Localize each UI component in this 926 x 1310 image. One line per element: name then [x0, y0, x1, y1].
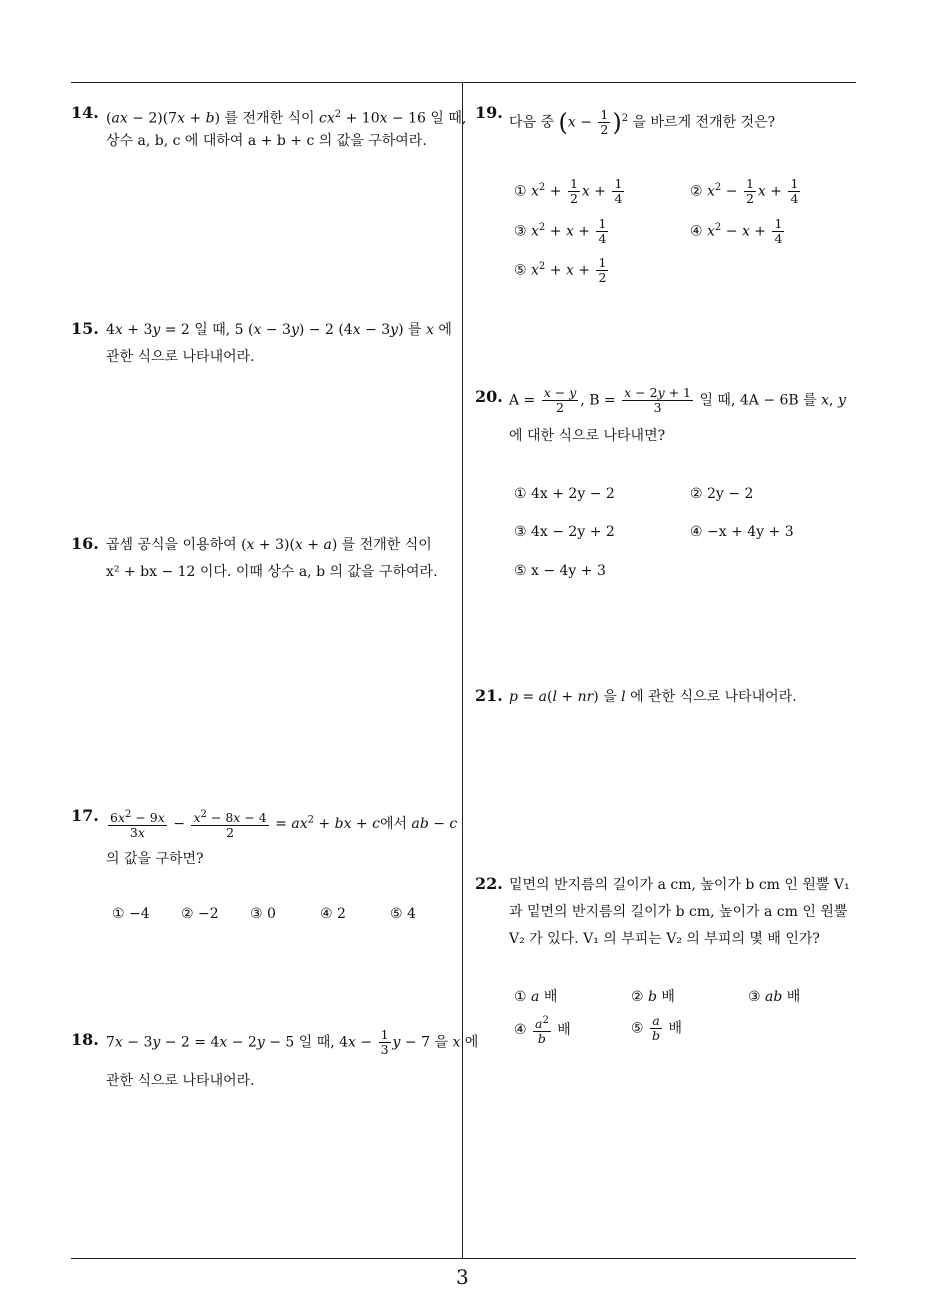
q15-number: 15.	[71, 319, 99, 338]
q19-option-2[interactable]: ② $x^2$ − $\frac{1}{2}$ x + $\frac{1}{4}$	[690, 176, 799, 206]
q20-option-4[interactable]: ④ −x + 4y + 3	[690, 524, 794, 540]
q17-line1: $\frac{6x^2 - 9x}{3x}$ − $\frac{x^2 - 8x - 4}{2}$ = $ax^2$ + bx + c에서 ab − c	[110, 809, 458, 841]
q22-option-2[interactable]: ② b 배	[631, 989, 675, 1005]
q17-option-4[interactable]: ④ 2	[320, 906, 346, 922]
q14-line1: (ax − 2)(7x + b) 를 전개한 식이 $cx^2 + 10x - 16$ 일 때,	[106, 109, 467, 127]
q17-number: 17.	[71, 806, 99, 825]
page-number: 3	[456, 1265, 469, 1289]
q14-line2: 상수 a, b, c 에 대하여 a + b + c 의 값을 구하여라.	[106, 133, 427, 149]
q16-number: 16.	[71, 534, 99, 553]
column-divider	[462, 82, 463, 1259]
q20-option-3[interactable]: ③ 4x − 2y + 2	[514, 524, 615, 540]
q14-number: 14.	[71, 103, 99, 122]
q15-line1: 4x + 3y = 2 일 때, 5 (x − 3y) − 2 (4x − 3y) 를 x 에	[106, 322, 452, 338]
bottom-rule	[71, 1258, 856, 1259]
q21-line1: p = a(l + nr) 을 l 에 관한 식으로 나타내어라.	[509, 689, 797, 705]
q18-line2: 관한 식으로 나타내어라.	[106, 1073, 255, 1089]
q16-line2: x² + bx − 12 이다. 이때 상수 a, b 의 값을 구하여라.	[106, 564, 438, 580]
q22-number: 22.	[475, 874, 503, 893]
q20-line2: 에 대한 식으로 나타내면?	[509, 428, 666, 444]
q22-option-3[interactable]: ③ ab 배	[748, 989, 801, 1005]
q17-line2: 의 값을 구하면?	[106, 851, 204, 867]
q20-option-1[interactable]: ① 4x + 2y − 2	[514, 486, 615, 502]
q18-number: 18.	[71, 1030, 99, 1049]
q20-option-5[interactable]: ⑤ x − 4y + 3	[514, 563, 606, 579]
top-rule	[71, 82, 856, 83]
q17-option-1[interactable]: ① −4	[112, 906, 150, 922]
q20-option-2[interactable]: ② 2y − 2	[690, 486, 754, 502]
q19-option-1[interactable]: ① $x^2$ + $\frac{1}{2}$ x + $\frac{1}{4}$	[514, 176, 623, 206]
q18-line1: 7x − 3y − 2 = 4x − 2y − 5 일 때, 4x − $\frac{1}{3}$ y − 7 을 x 에	[106, 1027, 479, 1057]
q22-option-1[interactable]: ① a 배	[514, 989, 558, 1005]
q19-option-3[interactable]: ③ $x^2 + x$ + $\frac{1}{4}$	[514, 216, 607, 246]
q21-number: 21.	[475, 686, 503, 705]
q17-option-2[interactable]: ② −2	[181, 906, 219, 922]
q19-option-4[interactable]: ④ $x^2 - x$ + $\frac{1}{4}$	[690, 216, 783, 246]
q17-option-5[interactable]: ⑤ 4	[390, 906, 416, 922]
q22-option-4[interactable]: ④ $\frac{a^2}{b}$ 배	[514, 1015, 571, 1047]
q22-line1: 밑면의 반지름의 길이가 a cm, 높이가 b cm 인 원뿔 V₁	[509, 877, 850, 893]
q19-option-5[interactable]: ⑤ $x^2 + x$ + $\frac{1}{2}$	[514, 255, 607, 285]
q16-line1: 곱셈 공식을 이용하여 (x + 3)(x + a) 를 전개한 식이	[106, 537, 432, 553]
q20-number: 20.	[475, 387, 503, 406]
q19-number: 19.	[475, 103, 503, 122]
q19-line1: 다음 중 (x − $\frac{1}{2}$ )$^2$ 을 바르게 전개한 것은?	[509, 107, 776, 137]
q17-option-3[interactable]: ③ 0	[250, 906, 276, 922]
q22-option-5[interactable]: ⑤ $\frac{a}{b}$ 배	[631, 1013, 683, 1043]
q22-line3: V₂ 가 있다. V₁ 의 부피는 V₂ 의 부피의 몇 배 인가?	[509, 931, 820, 947]
q15-line2: 관한 식으로 나타내어라.	[106, 349, 255, 365]
q20-line1: A = $\frac{x - y}{2}$ , B = $\frac{x - 2y + 1}{3}$ 일 때, 4A − 6B 를 x, y	[509, 385, 846, 415]
q22-line2: 과 밑면의 반지름의 길이가 b cm, 높이가 a cm 인 원뿔	[509, 904, 848, 920]
